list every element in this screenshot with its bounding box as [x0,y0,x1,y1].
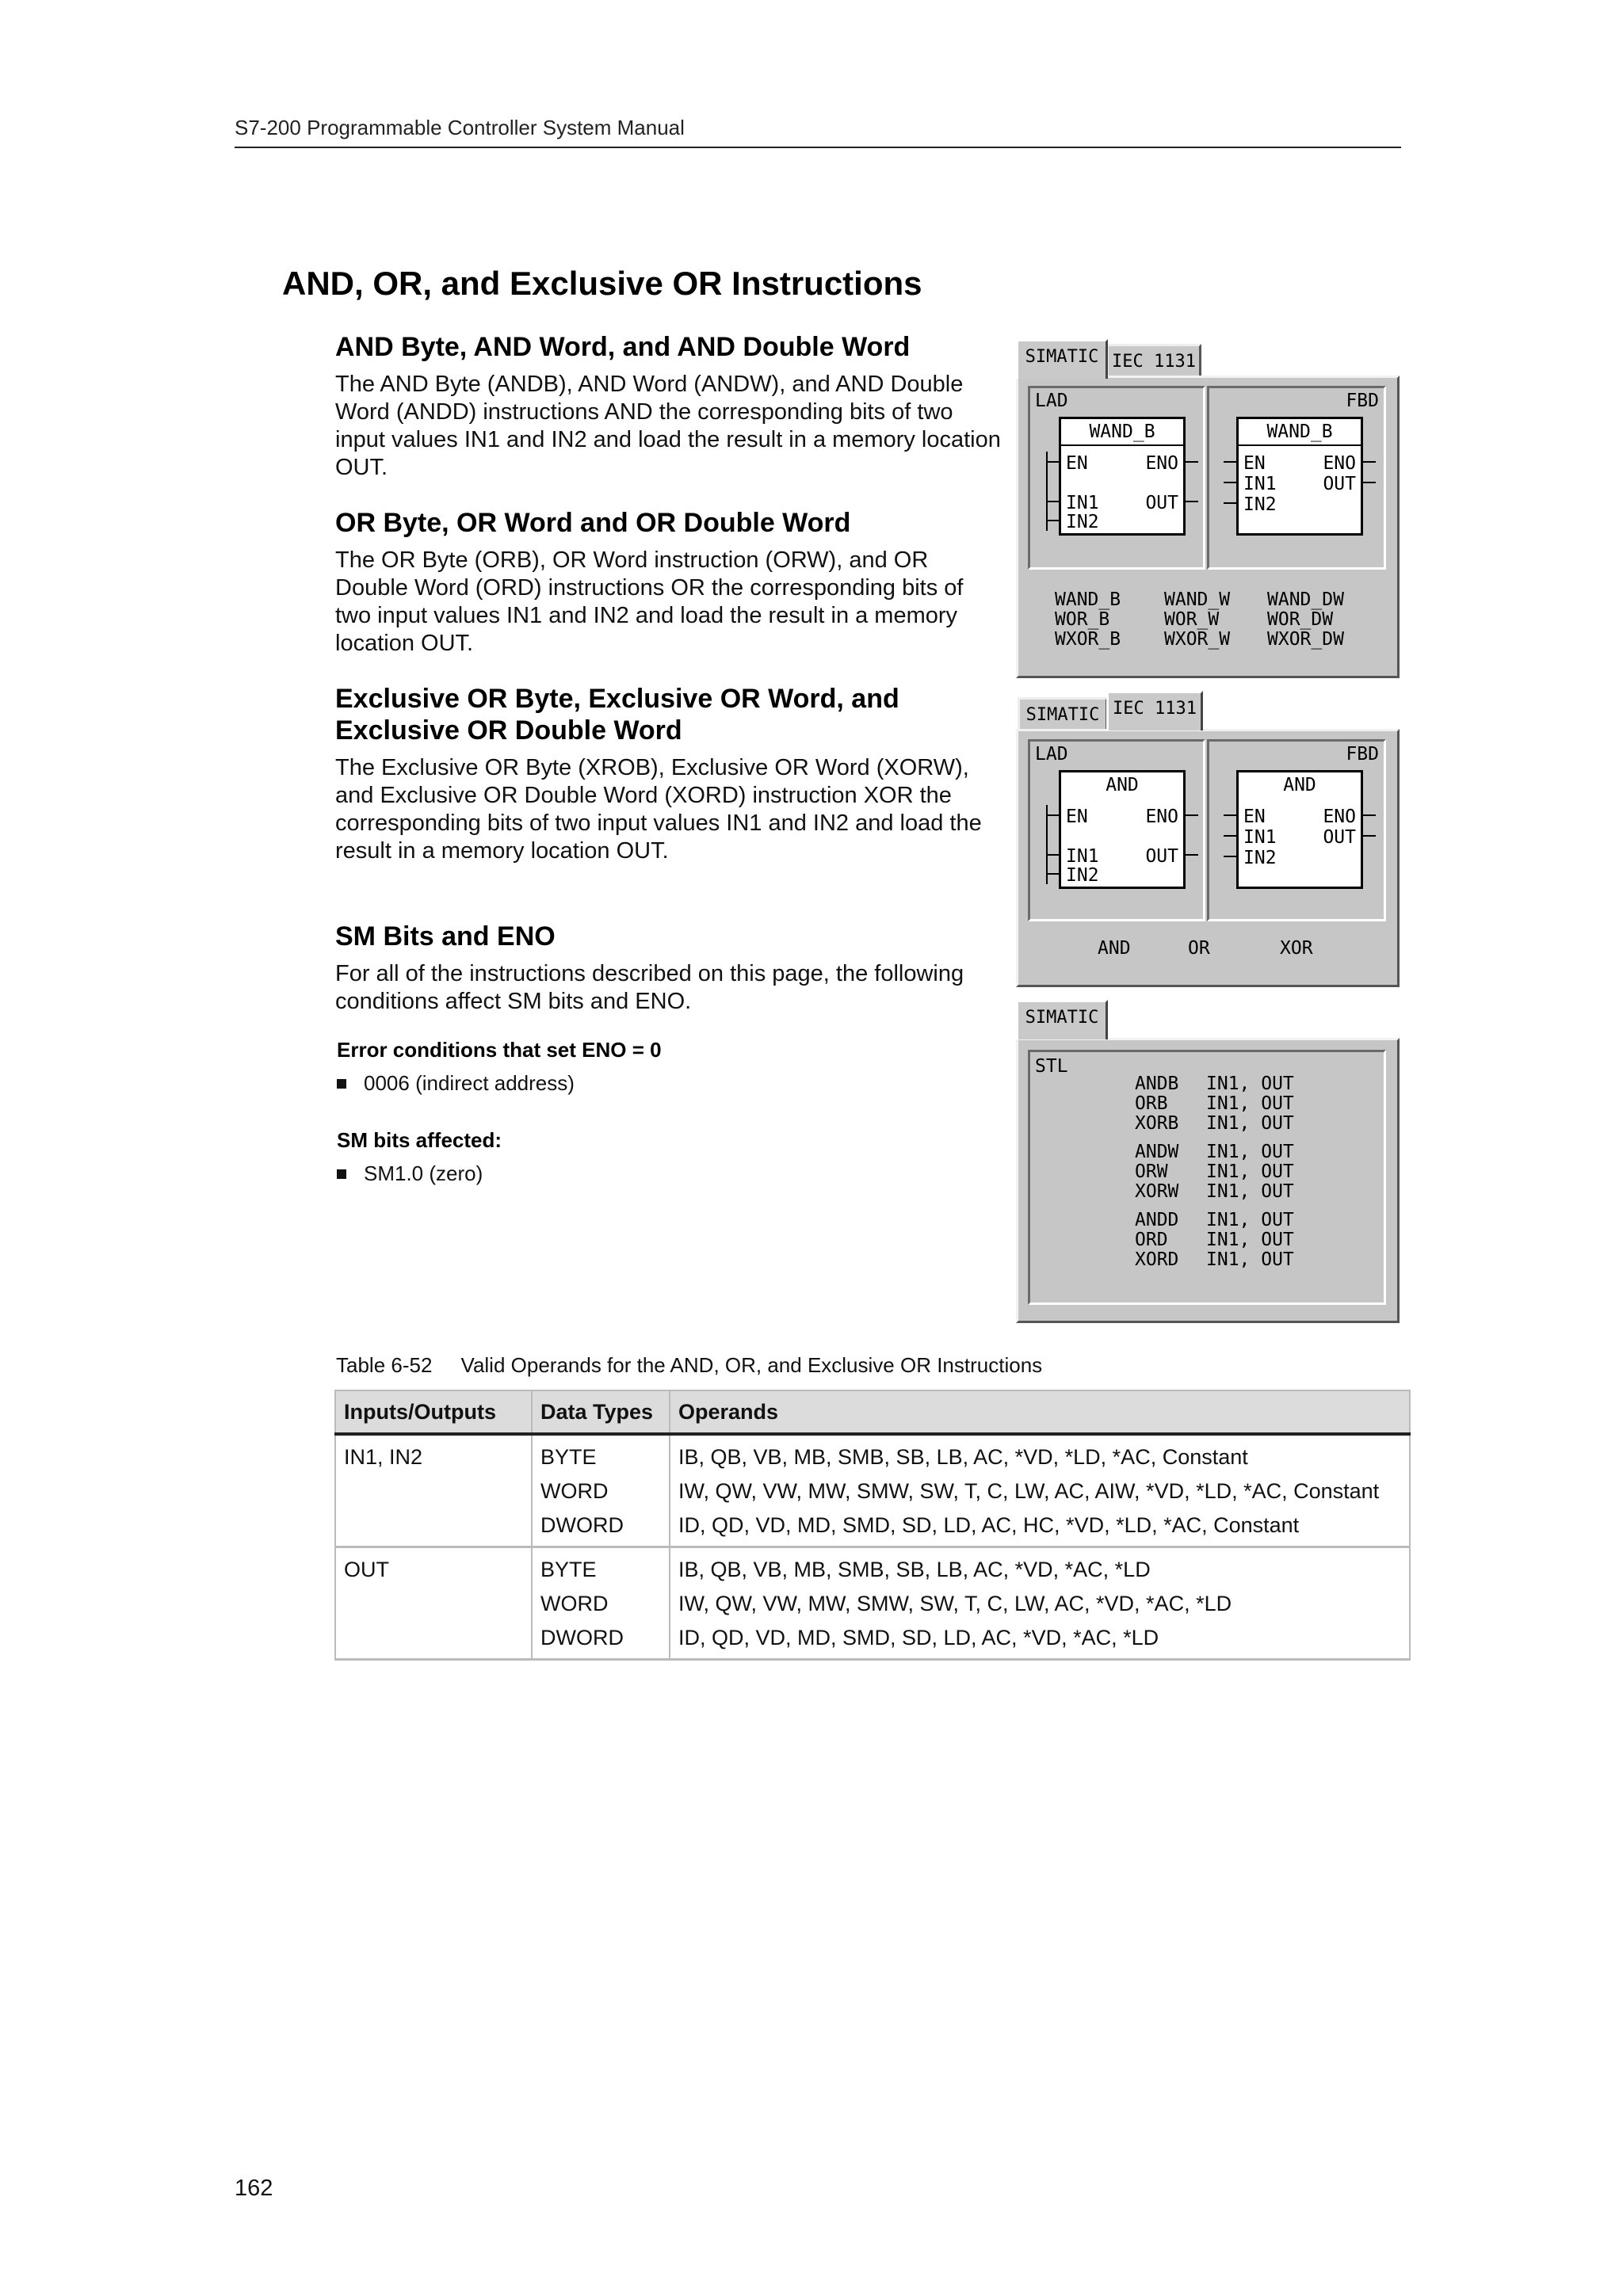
table-header-row [335,1390,1410,1434]
data-type: BYTE [540,1445,597,1469]
instruction-box [1059,770,1186,889]
lad-label: LAD [1035,391,1068,411]
pin-out: OUT [1145,846,1178,867]
pin-in1: IN1 [1066,846,1099,867]
power-rail [1046,805,1048,884]
lad-area [1028,386,1205,570]
pin-en: EN [1243,453,1266,474]
instruction-box [1236,770,1363,889]
pin-in2: IN2 [1243,494,1277,515]
mnemonics-word: WAND_W WOR_W WXOR_W [1164,589,1231,650]
pin-en: EN [1066,807,1088,827]
section-heading-sm-bits: SM Bits and ENO [335,921,556,952]
pin-eno: ENO [1323,453,1356,474]
data-type: WORD [540,1592,609,1615]
page-title: AND, OR, and Exclusive OR Instructions [282,265,922,302]
pin-eno: ENO [1323,807,1356,827]
pin-eno: ENO [1145,807,1178,827]
simatic-lad-fbd-panel [1016,339,1400,678]
table-header-cell: Inputs/Outputs [335,1390,532,1434]
fbd-label: FBD [1346,744,1379,765]
op-and: AND [1098,938,1131,959]
wire [1224,502,1236,504]
wire [1046,501,1059,502]
io-cell: IN1, IN2 [335,1434,532,1547]
running-head: S7-200 Programmable Controller System Manual [235,116,685,139]
pin-out: OUT [1323,827,1356,848]
wire [1363,814,1376,816]
mnemonics-dword: WAND_DW WOR_DW WXOR_DW [1267,589,1344,650]
stl-label: STL [1035,1056,1068,1077]
stl-ops-word: ANDW ORW XORW [1135,1142,1179,1202]
pin-eno: ENO [1145,453,1178,474]
operands: IB, QB, VB, MB, SMB, SB, LB, AC, *VD, *AC, *LD [678,1558,1151,1581]
box-title: AND [1283,775,1316,795]
stl-args-byte: IN1, OUT IN1, OUT IN1, OUT [1206,1074,1294,1134]
sm-bit-item [337,1161,483,1186]
error-condition-item [337,1071,575,1096]
wire [1046,873,1059,875]
section-text-xor: The Exclusive OR Byte (XROB), Exclusive OR Word (XORW), and Exclusive OR Double Word (XORD) instruction XOR the corresponding bits of two input values IN1 and IN2 and load the result in a memory location OUT. [335,755,982,864]
wire [1224,461,1236,463]
table-row [335,1434,1410,1547]
box-title: AND [1106,775,1139,795]
wire [1363,835,1376,837]
section-heading-or: OR Byte, OR Word and OR Double Word [335,508,851,538]
wire [1224,856,1236,857]
stl-args-word: IN1, OUT IN1, OUT IN1, OUT [1206,1142,1294,1202]
data-type: BYTE [540,1558,597,1581]
wire [1363,461,1376,463]
operands: IB, QB, VB, MB, SMB, SB, LB, AC, *VD, *LD, *AC, Constant [678,1445,1248,1469]
error-condition-text: 0006 (indirect address) [364,1071,575,1095]
tab-iec-1131[interactable]: IEC 1131 [1106,691,1203,730]
stl-area [1028,1050,1386,1305]
pin-out: OUT [1323,474,1356,494]
op-or: OR [1188,938,1210,959]
wire [1363,482,1376,483]
section-text-or: The OR Byte (ORB), OR Word instruction (ORW), and OR Double Word (ORD) instructions OR the corresponding bits of two input values IN1 and IN2 and load the result in a memory location OUT. [335,547,964,656]
tab-simatic[interactable]: SIMATIC [1018,697,1108,732]
pin-in2: IN2 [1066,865,1099,886]
sm-bit-text: SM1.0 (zero) [364,1161,483,1185]
wire [1186,461,1198,463]
lad-label: LAD [1035,744,1068,765]
section-heading-xor: Exclusive OR Byte, Exclusive OR Word, and Exclusive OR Double Word [335,684,899,746]
wire [1046,461,1059,463]
wire [1224,482,1236,483]
operands: ID, QD, VD, MD, SMD, SD, LD, AC, HC, *VD, *LD, *AC, Constant [678,1513,1300,1537]
section-text-sm-bits: For all of the instructions described on this page, the following conditions affect SM bits and ENO. [335,961,964,1014]
sm-bits-label: SM bits affected: [337,1128,502,1152]
op-xor: XOR [1280,938,1313,959]
wire [1186,814,1198,816]
error-conditions-label: Error conditions that set ENO = 0 [337,1038,662,1062]
fbd-area [1207,386,1386,570]
wire [1224,835,1236,837]
power-rail [1046,452,1048,531]
pin-en: EN [1066,453,1088,474]
operands: IW, QW, VW, MW, SMW, SW, T, C, LW, AC, AIW, *VD, *LD, *AC, Constant [678,1479,1380,1503]
panel-frame [1016,376,1400,678]
operands: ID, QD, VD, MD, SMD, SD, LD, AC, *VD, *AC, *LD [678,1626,1159,1650]
wire [1046,814,1059,816]
box-title: WAND_B [1266,421,1333,442]
types-cell [532,1547,670,1660]
header-rule [235,147,1401,148]
tab-iec-1131[interactable]: IEC 1131 [1106,344,1201,379]
stl-ops-dword: ANDD ORD XORD [1135,1210,1179,1270]
operands: IW, QW, VW, MW, SMW, SW, T, C, LW, AC, *VD, *AC, *LD [678,1592,1232,1615]
table-caption: Table 6-52 Valid Operands for the AND, OR, and Exclusive OR Instructions [336,1353,1043,1377]
operands-cell [670,1434,1410,1547]
instruction-box [1236,417,1363,536]
bullet-square-icon [337,1169,346,1179]
fbd-label: FBD [1346,391,1379,411]
stl-args-dword: IN1, OUT IN1, OUT IN1, OUT [1206,1210,1294,1270]
tab-simatic[interactable]: SIMATIC [1016,1000,1108,1039]
pin-out: OUT [1145,493,1178,513]
pin-in2: IN2 [1066,512,1099,532]
stl-panel [1016,1000,1400,1323]
table-row [335,1547,1410,1660]
wire [1224,814,1236,816]
box-title: WAND_B [1089,421,1155,442]
wire [1046,854,1059,856]
wire [1186,854,1198,856]
wire [1046,520,1059,521]
data-type: DWORD [540,1626,624,1650]
mnemonics-byte: WAND_B WOR_B WXOR_B [1055,589,1121,650]
wire [1186,501,1198,502]
panel-frame [1016,1038,1400,1323]
fbd-area [1207,739,1386,921]
box-title-rule [1061,444,1183,446]
stl-ops-byte: ANDB ORB XORB [1135,1074,1179,1134]
table-header-cell: Operands [670,1390,1410,1434]
data-type: WORD [540,1479,609,1503]
section-heading-and: AND Byte, AND Word, and AND Double Word [335,332,911,362]
operands-cell [670,1547,1410,1660]
lad-area [1028,739,1205,921]
pin-in1: IN1 [1243,474,1277,494]
pin-in1: IN1 [1243,827,1277,848]
table-header-cell: Data Types [532,1390,670,1434]
bullet-square-icon [337,1079,346,1089]
instruction-box [1059,417,1186,536]
pin-in1: IN1 [1066,493,1099,513]
panel-frame [1016,729,1400,987]
pin-in2: IN2 [1243,848,1277,868]
tab-simatic[interactable]: SIMATIC [1016,339,1108,379]
data-type: DWORD [540,1513,624,1537]
iec-lad-fbd-panel [1016,691,1400,987]
types-cell [532,1434,670,1547]
section-text-and: The AND Byte (ANDB), AND Word (ANDW), and AND Double Word (ANDD) instructions AND the corresponding bits of two input values IN1 and IN2 and load the result in a memory location OUT. [335,372,1001,480]
page-number: 162 [235,2176,273,2201]
io-cell: OUT [335,1547,532,1660]
box-title-rule [1239,444,1361,446]
pin-en: EN [1243,807,1266,827]
operands-table [334,1390,1411,1661]
